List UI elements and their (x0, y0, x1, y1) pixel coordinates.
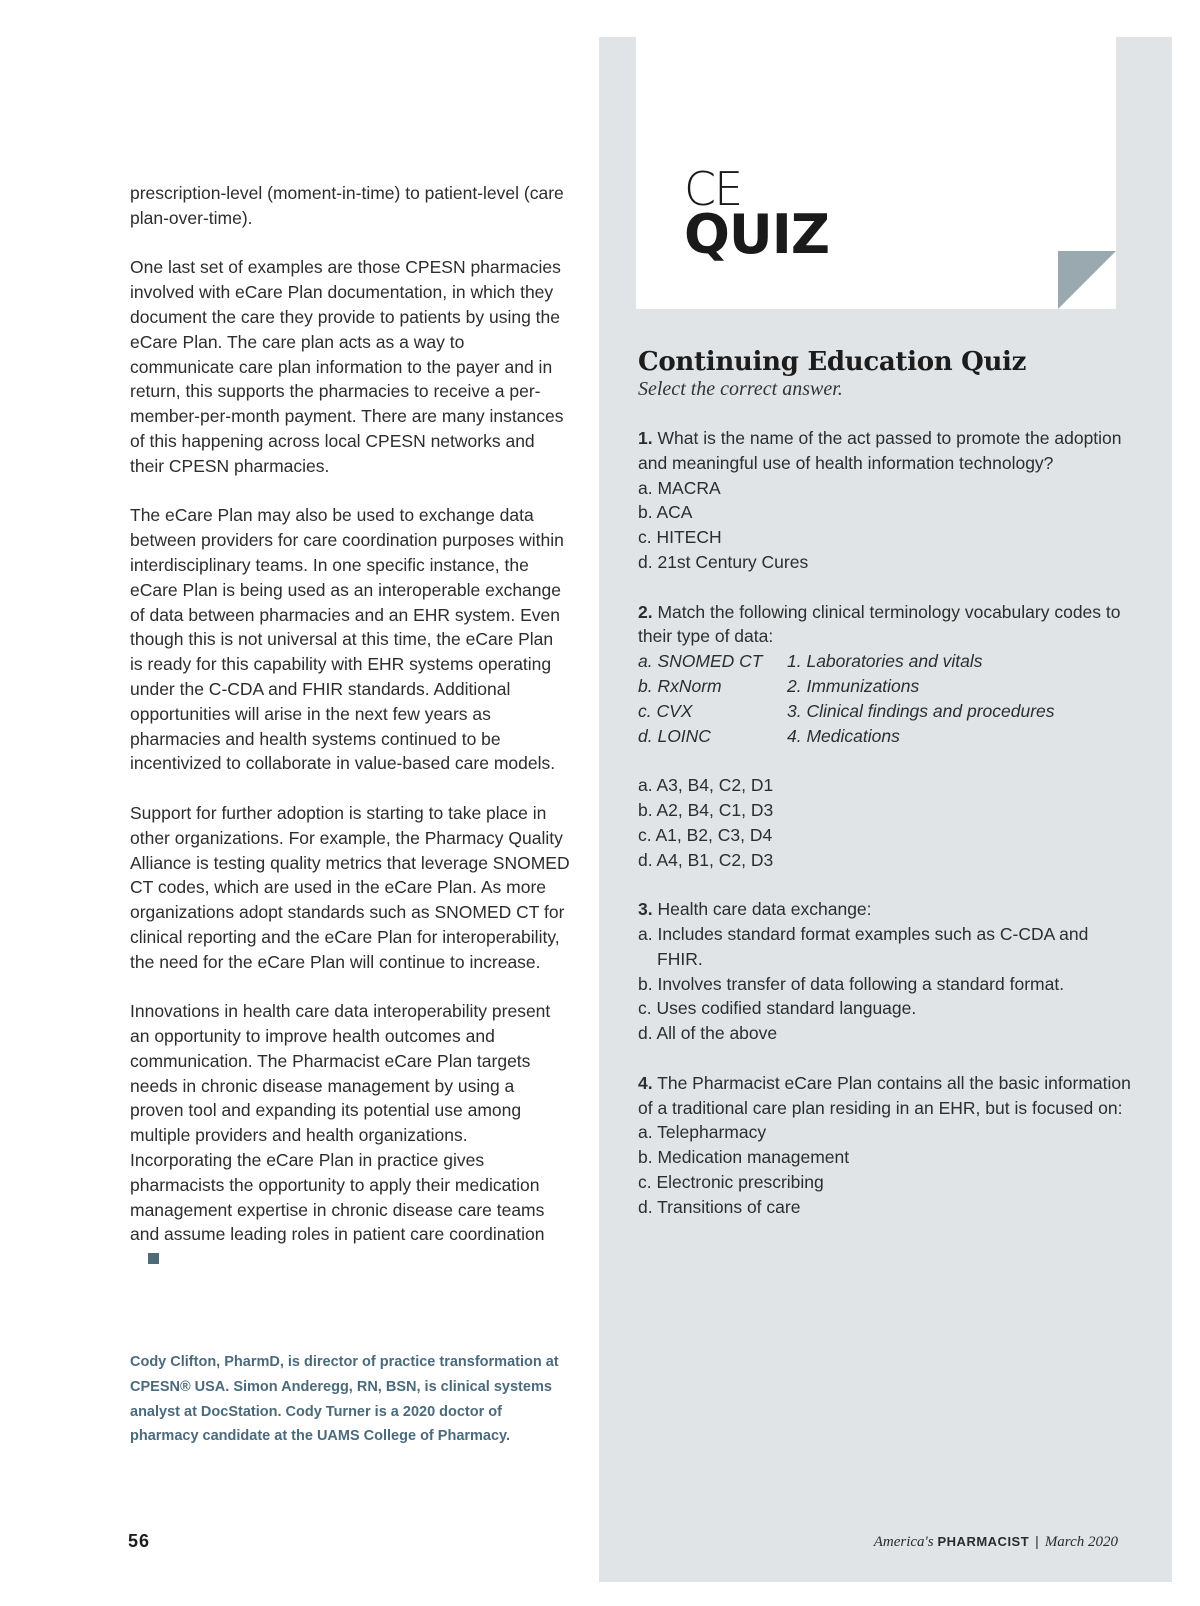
answer-option: d. A4, B1, C2, D3 (638, 849, 774, 870)
answer-option: c. Uses codified standard language. (638, 998, 917, 1019)
type-cell: 3. Clinical findings and procedures (787, 700, 1055, 721)
footer-separator: | (1035, 1533, 1039, 1549)
question-3 (638, 897, 1138, 1046)
type-cell: 2. Immunizations (787, 675, 920, 696)
matching-row (638, 724, 1055, 749)
code-cell: c. CVX (638, 700, 693, 721)
question-prompt: What is the name of the act passed to promote the adoption and meaningful use of health information technology? (638, 428, 1122, 473)
question-4 (638, 1071, 1138, 1220)
answer-option: b. ACA (638, 502, 693, 523)
question-text (638, 1071, 1138, 1121)
answer-option: c. HITECH (638, 527, 722, 548)
article-paragraph-text: Innovations in health care data interoperability present an opportunity to improve health outcomes and communication. The Pharmacist eCare Plan targets needs in chronic disease management by using a proven tool and expanding its potential use among multiple providers and health organizations. Incorporating the eCare Plan in practice gives pharmacists the opportunity to apply their medication management expertise in chronic disease care teams and assume leading roles in patient care coordination (130, 1001, 551, 1245)
question-number: 2. (638, 601, 653, 622)
publication-footer (874, 1533, 1118, 1551)
article-paragraph: One last set of examples are those CPESN pharmacies involved with eCare Plan documentation, in which they document the care they provide to patients by using the eCare Plan. The care plan acts as a way to communicate care plan information to the payer and in return, this supports the pharmacies to receive a per-member-per-month payment. There are many instances of this happening across local CPESN networks and their CPESN pharmacies. (130, 257, 564, 476)
quiz-heading: Continuing Education Quiz (638, 347, 1027, 377)
question-number: 1. (638, 428, 653, 448)
answer-option: c. A1, B2, C3, D4 (638, 824, 773, 845)
article-body (130, 181, 570, 1297)
question-prompt: The Pharmacist eCare Plan contains all the basic information of a traditional care plan residing in an EHR, but is focused on: (638, 1072, 1131, 1118)
code-cell: b. RxNorm (638, 675, 722, 696)
answer-option: a. A3, B4, C2, D1 (638, 775, 774, 796)
author-bio: Cody Clifton, PharmD, is director of practice transformation at CPESN® USA. Simon Anderegg, RN, BSN, is clinical systems analyst at DocStation. Cody Turner is a 2020 doctor of pharmacy candidate at the UAMS College of Pharmacy. (130, 1354, 559, 1445)
question-prompt: Health care data exchange: (657, 899, 872, 920)
page-fold-corner (1058, 251, 1116, 309)
answer-option: d. 21st Century Cures (638, 551, 809, 572)
ce-label: CE (684, 162, 742, 216)
matching-table (638, 649, 1055, 748)
question-1 (638, 426, 1138, 575)
end-mark-icon (148, 1253, 159, 1264)
answer-option: a. Includes standard format examples such as C-CDA and FHIR. (638, 923, 1089, 969)
article-final-paragraph (130, 999, 570, 1272)
question-2 (638, 600, 1138, 873)
quiz-content (638, 346, 1138, 1244)
matching-row (638, 649, 1055, 674)
article-paragraph: Support for further adoption is starting to take place in other organizations. For example, the Pharmacy Quality Alliance is testing quality metrics that leverage SNOMED CT codes, which are used in the eCare Plan. As more organizations adopt standards such as SNOMED CT for clinical reporting and the eCare Plan for interoperability, the need for the eCare Plan will continue to increase. (130, 802, 570, 972)
answer-option: b. Medication management (638, 1147, 850, 1168)
fold-triangle (1058, 251, 1116, 309)
spacer (638, 748, 1138, 773)
publication-name-bold: PHARMACIST (937, 1534, 1030, 1549)
answer-option: c. Electronic prescribing (638, 1171, 824, 1192)
question-number: 3. (638, 899, 653, 920)
question-number: 4. (638, 1072, 653, 1093)
page-number: 56 (128, 1531, 151, 1551)
quiz-subheading: Select the correct answer. (638, 378, 843, 400)
question-text (638, 897, 1138, 922)
answer-option: b. Involves transfer of data following a standard format. (638, 973, 1065, 994)
article-paragraph: The eCare Plan may also be used to exchange data between providers for care coordination purposes within interdisciplinary teams. In one specific instance, the eCare Plan is being used as an interoperable exchange of data between pharmacies and an EHR system. Even though this is not universal at this time, the eCare Plan is ready for this capability with EHR systems operating under the C-CDA and FHIR standards. Additional opportunities will arise in the next few years as pharmacies and health systems continued to be incentivized to collaborate in value-based care models. (130, 505, 564, 774)
answer-option: a. Telepharmacy (638, 1122, 767, 1143)
publication-name-italic: America's (873, 1534, 934, 1550)
code-cell: a. SNOMED CT (638, 651, 763, 672)
answer-option: d. Transitions of care (638, 1196, 801, 1217)
ce-quiz-title (684, 162, 830, 266)
matching-row (638, 699, 1055, 724)
matching-row (638, 674, 1055, 699)
type-cell: 4. Medications (787, 725, 900, 746)
answer-option: a. MACRA (638, 477, 721, 498)
question-text (638, 426, 1138, 476)
code-cell: d. LOINC (638, 725, 711, 746)
quiz-label: QUIZ (684, 203, 830, 266)
article-paragraph: prescription-level (moment-in-time) to patient-level (care plan-over-time). (130, 183, 564, 228)
issue-date: March 2020 (1044, 1534, 1118, 1550)
type-cell: 1. Laboratories and vitals (787, 651, 983, 672)
answer-option: b. A2, B4, C1, D3 (638, 799, 774, 820)
answer-option: d. All of the above (638, 1023, 778, 1044)
question-text (638, 600, 1138, 650)
question-prompt: Match the following clinical terminology vocabulary codes to their type of data: (638, 601, 1121, 647)
